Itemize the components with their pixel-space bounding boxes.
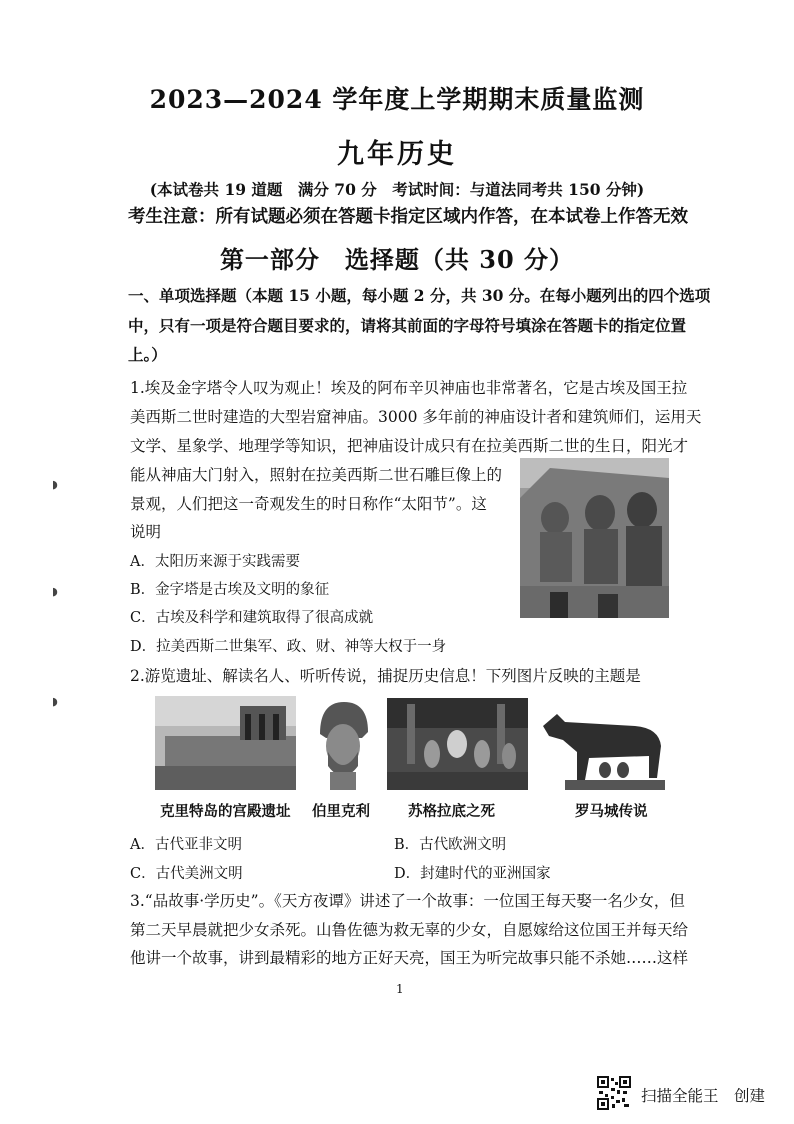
binding-mark: ◗ xyxy=(52,585,58,598)
q1-stem-line2: 美西斯二世时建造的大型岩窟神庙。3000 多年前的神庙设计者和建筑师们，运用天 xyxy=(130,408,702,426)
q1-option-b: B．金字塔是古埃及文明的象征 xyxy=(130,582,330,598)
exam-subject: 九年历史 xyxy=(337,139,457,170)
binding-mark: ◗ xyxy=(52,695,58,708)
q2-caption-4: 罗马城传说 xyxy=(575,803,648,820)
q2-option-a: A．古代亚非文明 xyxy=(130,837,242,853)
q2-option-c: C．古代美洲文明 xyxy=(130,866,243,882)
q1-stem-line5: 景观，人们把这一奇观发生的时日称作“太阳节”。这 xyxy=(130,495,487,513)
q2-option-d: D．封建时代的亚洲国家 xyxy=(394,866,551,882)
q1-option-c: C．古埃及科学和建筑取得了很高成就 xyxy=(130,610,374,626)
exam-notice: 考生注意：所有试题必须在答题卡指定区域内作答，在本试卷上作答无效 xyxy=(128,207,688,227)
q1-stem-line4: 能从神庙大门射入，照射在拉美西斯二世石雕巨像上的 xyxy=(130,466,503,484)
q2-stem: 2.游览遗址、解读名人、听听传说，捕捉历史信息！下列图片反映的主题是 xyxy=(130,667,641,685)
crete-palace-ruins-image xyxy=(155,696,296,790)
q2-caption-3: 苏格拉底之死 xyxy=(408,803,495,820)
section-instructions-line1: 一、单项选择题（本题 15 小题，每小题 2 分，共 30 分。在每小题列出的四个选项 xyxy=(128,286,711,305)
q2-caption-1: 克里特岛的宫殿遗址 xyxy=(160,803,291,820)
section-instructions-line2: 中，只有一项是符合题目要求的，请将其前面的字母符号填涂在答题卡的指定位置 xyxy=(128,316,687,335)
abu-simbel-temple-image xyxy=(520,458,669,618)
part-title: 第一部分 选择题（共 30 分） xyxy=(219,245,575,274)
scanner-watermark: 扫描全能王 创建 xyxy=(641,1087,766,1105)
q1-stem-line3: 文学、星象学、地理学等知识，把神庙设计成只有在拉美西斯二世的生日，阳光才 xyxy=(130,437,689,455)
qr-code-icon xyxy=(597,1076,631,1110)
pericles-bust-image xyxy=(310,696,375,790)
q3-stem-line1: 3.“品故事·学历史”。《天方夜谭》讲述了一个故事：一位国王每天娶一名少女，但 xyxy=(130,892,685,910)
q1-option-a: A．太阳历来源于实践需要 xyxy=(130,554,300,570)
q1-stem-line1: 1.埃及金字塔令人叹为观止！埃及的阿布辛贝神庙也非常著名，它是古埃及国王拉 xyxy=(130,379,688,397)
q1-stem-line6: 说明 xyxy=(130,523,162,541)
death-of-socrates-image xyxy=(387,698,528,790)
binding-mark: ◗ xyxy=(52,478,58,491)
she-wolf-statue-image xyxy=(535,696,676,790)
q3-stem-line3: 他讲一个故事，讲到最精彩的地方正好天亮，国王为听完故事只能不杀她……这样 xyxy=(130,949,689,967)
section-instructions-line3: 上。） xyxy=(128,345,167,364)
q2-option-b: B．古代欧洲文明 xyxy=(394,837,507,853)
q1-option-d: D．拉美西斯二世集军、政、财、神等大权于一身 xyxy=(130,639,447,655)
page-number: 1 xyxy=(396,982,404,996)
exam-info: (本试卷共 19 道题 满分 70 分 考试时间：与道法同考共 150 分钟) xyxy=(149,180,645,199)
exam-title: 2023—2024 学年度上学期期末质量监测 xyxy=(149,85,645,114)
q3-stem-line2: 第二天早晨就把少女杀死。山鲁佐德为救无辜的少女，自愿嫁给这位国王并每天给 xyxy=(130,921,689,939)
q2-caption-2: 伯里克利 xyxy=(312,803,370,820)
